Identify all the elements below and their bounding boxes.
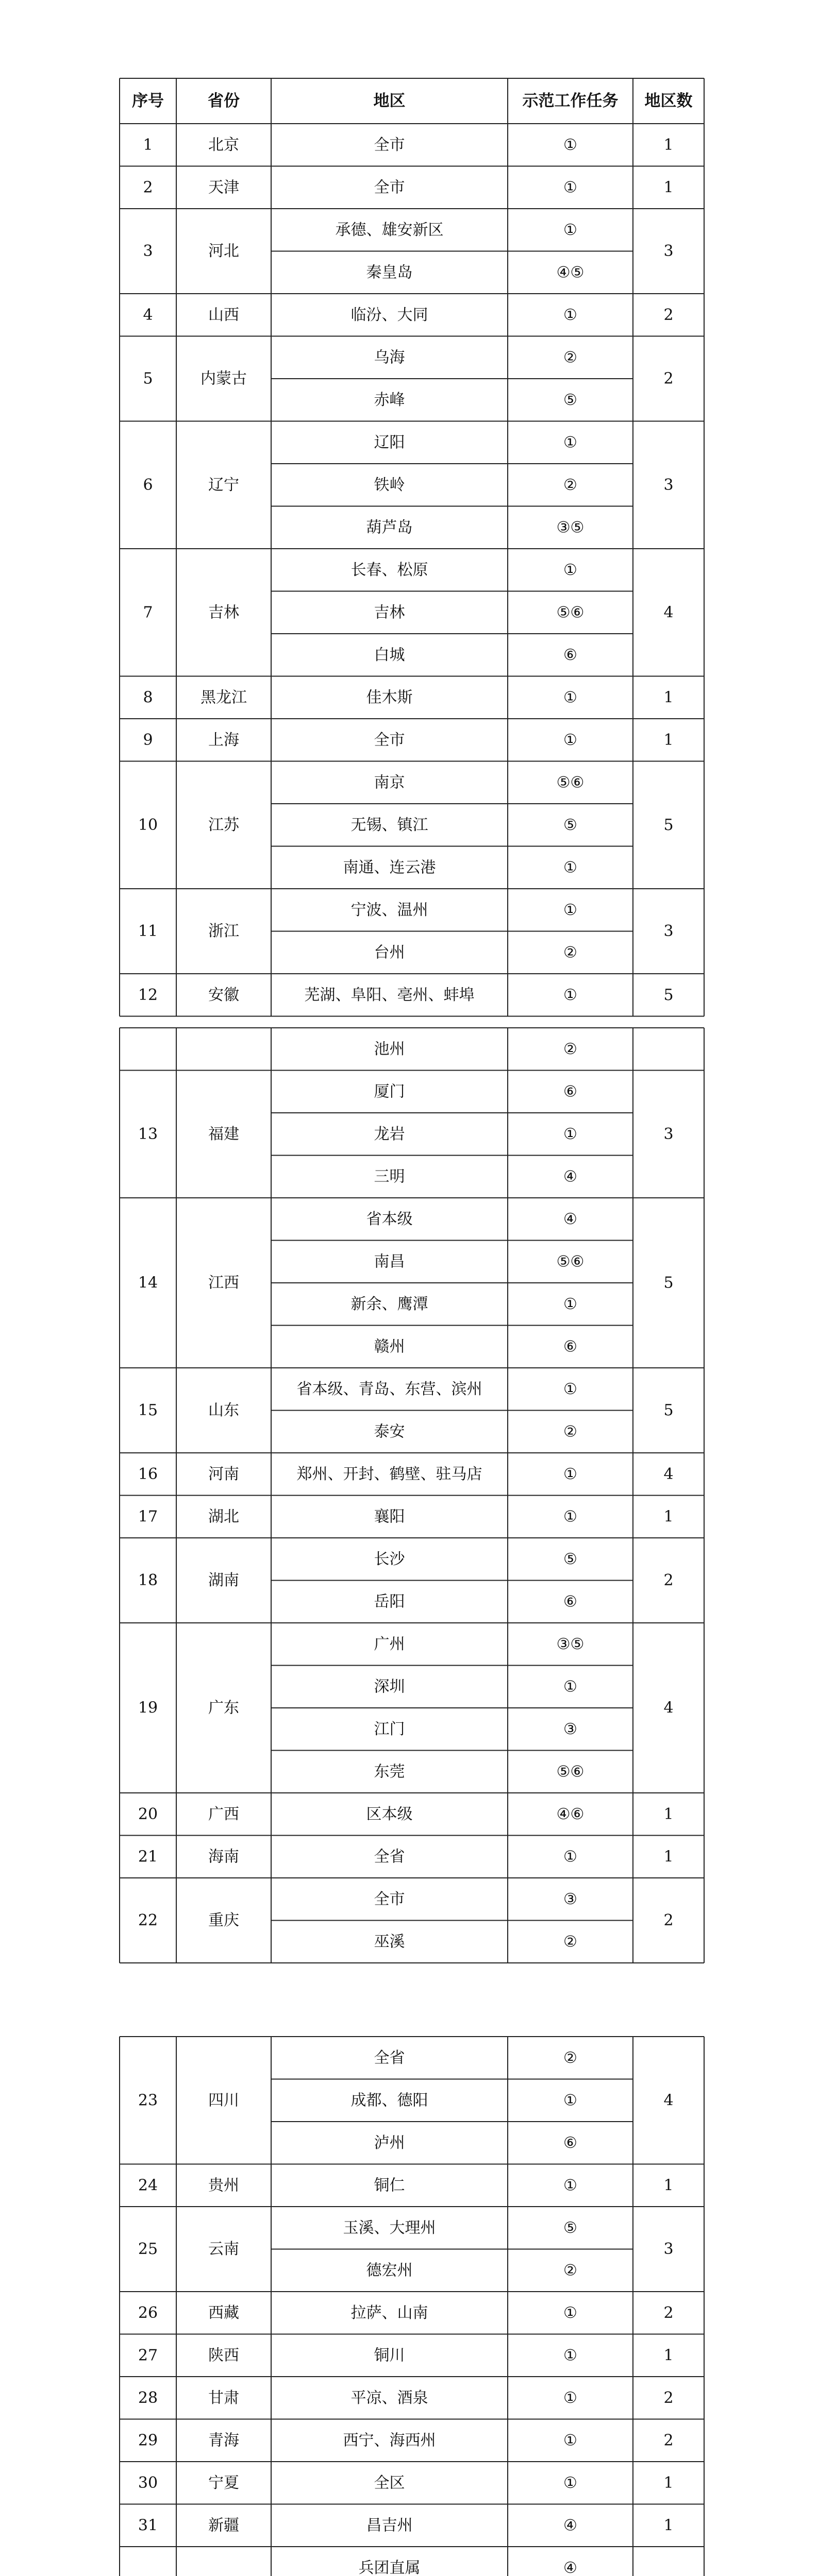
region-cell: 吉林: [374, 603, 405, 622]
province-cell: 广西: [208, 1805, 239, 1823]
column-header: 省份: [208, 92, 240, 110]
row-number-cell: 22: [138, 1911, 158, 1929]
task-cell: ④⑥: [556, 1805, 585, 1823]
region-cell: 长沙: [374, 1550, 405, 1568]
region-cell: 省本级: [366, 1210, 413, 1228]
task-cell: ⑤⑥: [556, 1762, 585, 1781]
region-cell: 泸州: [374, 2133, 405, 2152]
task-cell: ③: [563, 1720, 577, 1738]
province-cell: 新疆: [208, 2516, 239, 2535]
province-cell: 陕西: [208, 2346, 239, 2365]
row-number-cell: 8: [143, 688, 153, 707]
region-cell: 德宏州: [366, 2261, 413, 2280]
region-cell: 台州: [374, 943, 405, 962]
row-number-cell: 18: [138, 1571, 158, 1589]
region-cell: 全市: [374, 1890, 405, 1908]
region-cell: 全区: [374, 2473, 405, 2492]
row-number-cell: 26: [138, 2303, 158, 2322]
region-count-cell: 4: [663, 1699, 674, 1717]
region-count-cell: 1: [663, 731, 674, 749]
region-count-cell: 3: [663, 1125, 674, 1143]
region-cell: 铜仁: [374, 2176, 405, 2195]
region-count-cell: 2: [663, 369, 674, 388]
region-cell: 赤峰: [374, 391, 405, 409]
province-cell: 安徽: [208, 986, 239, 1004]
region-cell: 昌吉州: [366, 2516, 413, 2535]
task-cell: ②: [563, 348, 577, 367]
row-number-cell: 3: [143, 242, 153, 260]
row-number-cell: 9: [143, 731, 153, 749]
task-cell: ①: [563, 433, 577, 452]
row-number-cell: 10: [138, 816, 158, 834]
region-count-cell: 1: [663, 2176, 674, 2195]
region-cell: 玉溪、大理州: [343, 2218, 436, 2237]
province-cell: 贵州: [208, 2176, 239, 2195]
region-count-cell: 1: [663, 2473, 674, 2492]
region-cell: 龙岩: [374, 1125, 405, 1143]
region-cell: 秦皇岛: [366, 263, 413, 282]
region-cell: 成都、德阳: [350, 2091, 428, 2110]
row-number-cell: 14: [138, 1274, 158, 1292]
province-cell: 湖南: [208, 1571, 239, 1589]
task-cell: ①: [563, 1465, 577, 1483]
task-cell: ①: [563, 901, 577, 919]
row-number-cell: 16: [138, 1465, 158, 1483]
province-cell: 上海: [208, 731, 239, 749]
province-cell: 河北: [208, 242, 239, 260]
region-count-cell: 2: [663, 1571, 674, 1589]
region-count-cell: 3: [663, 242, 674, 260]
task-cell: ⑥: [563, 1082, 577, 1101]
task-cell: ⑤: [563, 391, 577, 409]
province-cell: 内蒙古: [201, 369, 247, 388]
row-number-cell: 27: [138, 2346, 158, 2365]
row-number-cell: 5: [143, 369, 153, 388]
region-cell: 郑州、开封、鹤壁、驻马店: [296, 1465, 482, 1483]
row-number-cell: 24: [138, 2176, 158, 2195]
region-cell: 全市: [374, 178, 405, 197]
region-count-cell: 3: [663, 2240, 674, 2258]
task-cell: ④: [563, 2516, 577, 2535]
region-cell: 省本级、青岛、东营、滨州: [296, 1380, 482, 1398]
province-cell: 江苏: [208, 816, 239, 834]
task-cell: ②: [563, 476, 577, 494]
province-cell: 福建: [208, 1125, 239, 1143]
region-count-cell: 3: [663, 476, 674, 494]
region-count-cell: 2: [663, 2388, 674, 2407]
task-cell: ③⑤: [556, 518, 585, 537]
task-cell: ⑤: [563, 816, 577, 834]
province-cell: 甘肃: [208, 2388, 239, 2407]
region-count-cell: 5: [663, 986, 674, 1004]
region-count-cell: 4: [663, 1465, 674, 1483]
task-cell: ④: [563, 1167, 577, 1186]
task-cell: ①: [563, 1380, 577, 1398]
region-cell: 辽阳: [374, 433, 405, 452]
region-count-cell: 4: [663, 603, 674, 622]
region-count-cell: 1: [663, 178, 674, 197]
task-cell: ⑤: [563, 2218, 577, 2237]
region-cell: 广州: [374, 1635, 405, 1653]
row-number-cell: 23: [138, 2091, 158, 2110]
task-cell: ⑥: [563, 1337, 577, 1356]
region-count-cell: 2: [663, 2431, 674, 2450]
region-cell: 铁岭: [374, 476, 405, 494]
region-count-cell: 1: [663, 2516, 674, 2535]
task-cell: ①: [563, 2473, 577, 2492]
province-cell: 云南: [208, 2240, 239, 2258]
task-cell: ①: [563, 2303, 577, 2322]
region-cell: 承德、雄安新区: [335, 221, 444, 239]
row-number-cell: 13: [138, 1125, 158, 1143]
task-cell: ①: [563, 731, 577, 749]
task-cell: ②: [563, 1933, 577, 1951]
region-count-cell: 1: [663, 688, 674, 707]
region-cell: 岳阳: [374, 1592, 405, 1611]
task-cell: ②: [563, 1422, 577, 1441]
row-number-cell: 30: [138, 2473, 158, 2492]
region-count-cell: 5: [663, 1401, 674, 1419]
province-cell: 山西: [208, 306, 239, 324]
task-cell: ④⑤: [556, 263, 585, 282]
task-cell: ⑤⑥: [556, 1252, 585, 1271]
region-cell: 长春、松原: [350, 561, 428, 579]
region-count-cell: 3: [663, 922, 674, 940]
task-cell: ①: [563, 135, 577, 154]
province-cell: 宁夏: [208, 2473, 239, 2492]
region-cell: 乌海: [374, 348, 405, 367]
task-cell: ②: [563, 943, 577, 962]
task-cell: ①: [563, 2176, 577, 2195]
task-cell: ⑤: [563, 1550, 577, 1568]
province-cell: 辽宁: [208, 476, 239, 494]
task-cell: ③⑤: [556, 1635, 585, 1653]
region-cell: 江门: [374, 1720, 405, 1738]
task-cell: ②: [563, 1040, 577, 1058]
region-cell: 拉萨、山南: [350, 2303, 428, 2322]
region-count-cell: 5: [663, 1274, 674, 1292]
row-number-cell: 7: [143, 603, 153, 622]
task-cell: ⑤⑥: [556, 603, 585, 622]
region-cell: 南京: [374, 773, 405, 792]
row-number-cell: 31: [138, 2516, 158, 2535]
task-cell: ①: [563, 858, 577, 877]
row-number-cell: 11: [138, 922, 158, 940]
region-cell: 池州: [374, 1040, 405, 1058]
region-count-cell: 5: [663, 816, 674, 834]
region-cell: 佳木斯: [366, 688, 413, 707]
task-cell: ①: [563, 561, 577, 579]
region-cell: 东莞: [374, 1762, 405, 1781]
province-cell: 湖北: [208, 1507, 239, 1526]
row-number-cell: 25: [138, 2240, 158, 2258]
task-cell: ①: [563, 688, 577, 707]
task-cell: ②: [563, 2261, 577, 2280]
row-number-cell: 28: [138, 2388, 158, 2407]
task-cell: ①: [563, 1507, 577, 1526]
region-cell: 南昌: [374, 1252, 405, 1271]
region-cell: 三明: [374, 1167, 405, 1186]
column-header: 序号: [132, 92, 164, 110]
region-cell: 全省: [374, 2048, 405, 2067]
task-cell: ②: [563, 2048, 577, 2067]
region-cell: 全省: [374, 1848, 405, 1866]
province-cell: 河南: [208, 1465, 239, 1483]
province-cell: 江西: [208, 1274, 239, 1292]
province-cell: 吉林: [208, 603, 239, 622]
task-cell: ⑥: [563, 646, 577, 664]
region-cell: 无锡、镇江: [350, 816, 428, 834]
province-cell: 青海: [208, 2431, 239, 2450]
region-cell: 临汾、大同: [350, 306, 428, 324]
region-cell: 泰安: [374, 1422, 405, 1441]
task-cell: ①: [563, 1677, 577, 1696]
task-cell: ①: [563, 986, 577, 1004]
row-number-cell: 21: [138, 1848, 158, 1866]
region-count-cell: 1: [663, 1805, 674, 1823]
row-number-cell: 6: [143, 476, 153, 494]
row-number-cell: 2: [143, 178, 153, 197]
task-cell: ①: [563, 2091, 577, 2110]
region-cell: 宁波、温州: [350, 901, 428, 919]
region-cell: 赣州: [374, 1337, 405, 1356]
province-cell: 黑龙江: [201, 688, 247, 707]
province-cell: 山东: [208, 1401, 239, 1419]
task-cell: ⑥: [563, 1592, 577, 1611]
region-cell: 深圳: [374, 1677, 405, 1696]
row-number-cell: 17: [138, 1507, 158, 1526]
row-number-cell: 4: [143, 306, 153, 324]
region-cell: 西宁、海西州: [343, 2431, 436, 2450]
region-cell: 区本级: [366, 1805, 413, 1823]
task-cell: ④: [563, 2558, 577, 2576]
region-count-cell: 1: [663, 1507, 674, 1526]
region-cell: 全市: [374, 135, 405, 154]
column-header: 地区: [373, 92, 406, 110]
province-cell: 天津: [208, 178, 239, 197]
task-cell: ①: [563, 178, 577, 197]
task-cell: ①: [563, 2431, 577, 2450]
task-cell: ①: [563, 1848, 577, 1866]
task-cell: ①: [563, 306, 577, 324]
region-count-cell: 4: [663, 2091, 674, 2110]
task-cell: ⑤⑥: [556, 773, 585, 792]
task-cell: ③: [563, 1890, 577, 1908]
row-number-cell: 15: [138, 1401, 158, 1419]
task-cell: ①: [563, 1125, 577, 1143]
region-cell: 铜川: [374, 2346, 405, 2365]
row-number-cell: 19: [138, 1699, 158, 1717]
column-header: 地区数: [644, 92, 693, 110]
region-cell: 白城: [374, 646, 405, 664]
task-cell: ①: [563, 2388, 577, 2407]
row-number-cell: 20: [138, 1805, 158, 1823]
row-number-cell: 1: [143, 135, 153, 154]
task-cell: ①: [563, 221, 577, 239]
region-cell: 襄阳: [374, 1507, 405, 1526]
region-cell: 全市: [374, 731, 405, 749]
region-cell: 南通、连云港: [343, 858, 436, 877]
region-count-cell: 2: [663, 1911, 674, 1929]
task-cell: ①: [563, 2346, 577, 2365]
province-cell: 广东: [208, 1699, 239, 1717]
province-cell: 北京: [208, 135, 239, 154]
region-cell: 芜湖、阜阳、亳州、蚌埠: [304, 986, 475, 1004]
region-count-cell: 2: [663, 306, 674, 324]
region-count-cell: 2: [663, 2303, 674, 2322]
row-number-cell: 29: [138, 2431, 158, 2450]
region-cell: 葫芦岛: [366, 518, 413, 537]
region-count-cell: 1: [663, 2346, 674, 2365]
task-cell: ④: [563, 1210, 577, 1228]
region-cell: 厦门: [374, 1082, 405, 1101]
province-cell: 浙江: [208, 922, 239, 940]
province-cell: 四川: [208, 2091, 239, 2110]
province-cell: 西藏: [208, 2303, 239, 2322]
region-cell: 新余、鹰潭: [350, 1295, 428, 1313]
region-cell: 巫溪: [374, 1933, 405, 1951]
column-header: 示范工作任务: [522, 92, 619, 110]
region-count-cell: 1: [663, 1848, 674, 1866]
province-cell: 海南: [208, 1848, 239, 1866]
task-cell: ①: [563, 1295, 577, 1313]
province-cell: 重庆: [208, 1911, 239, 1929]
region-cell: 平凉、酒泉: [350, 2388, 428, 2407]
region-count-cell: 1: [663, 135, 674, 154]
region-cell: 兵团直属: [358, 2558, 421, 2576]
task-cell: ⑥: [563, 2133, 577, 2152]
row-number-cell: 12: [138, 986, 158, 1004]
